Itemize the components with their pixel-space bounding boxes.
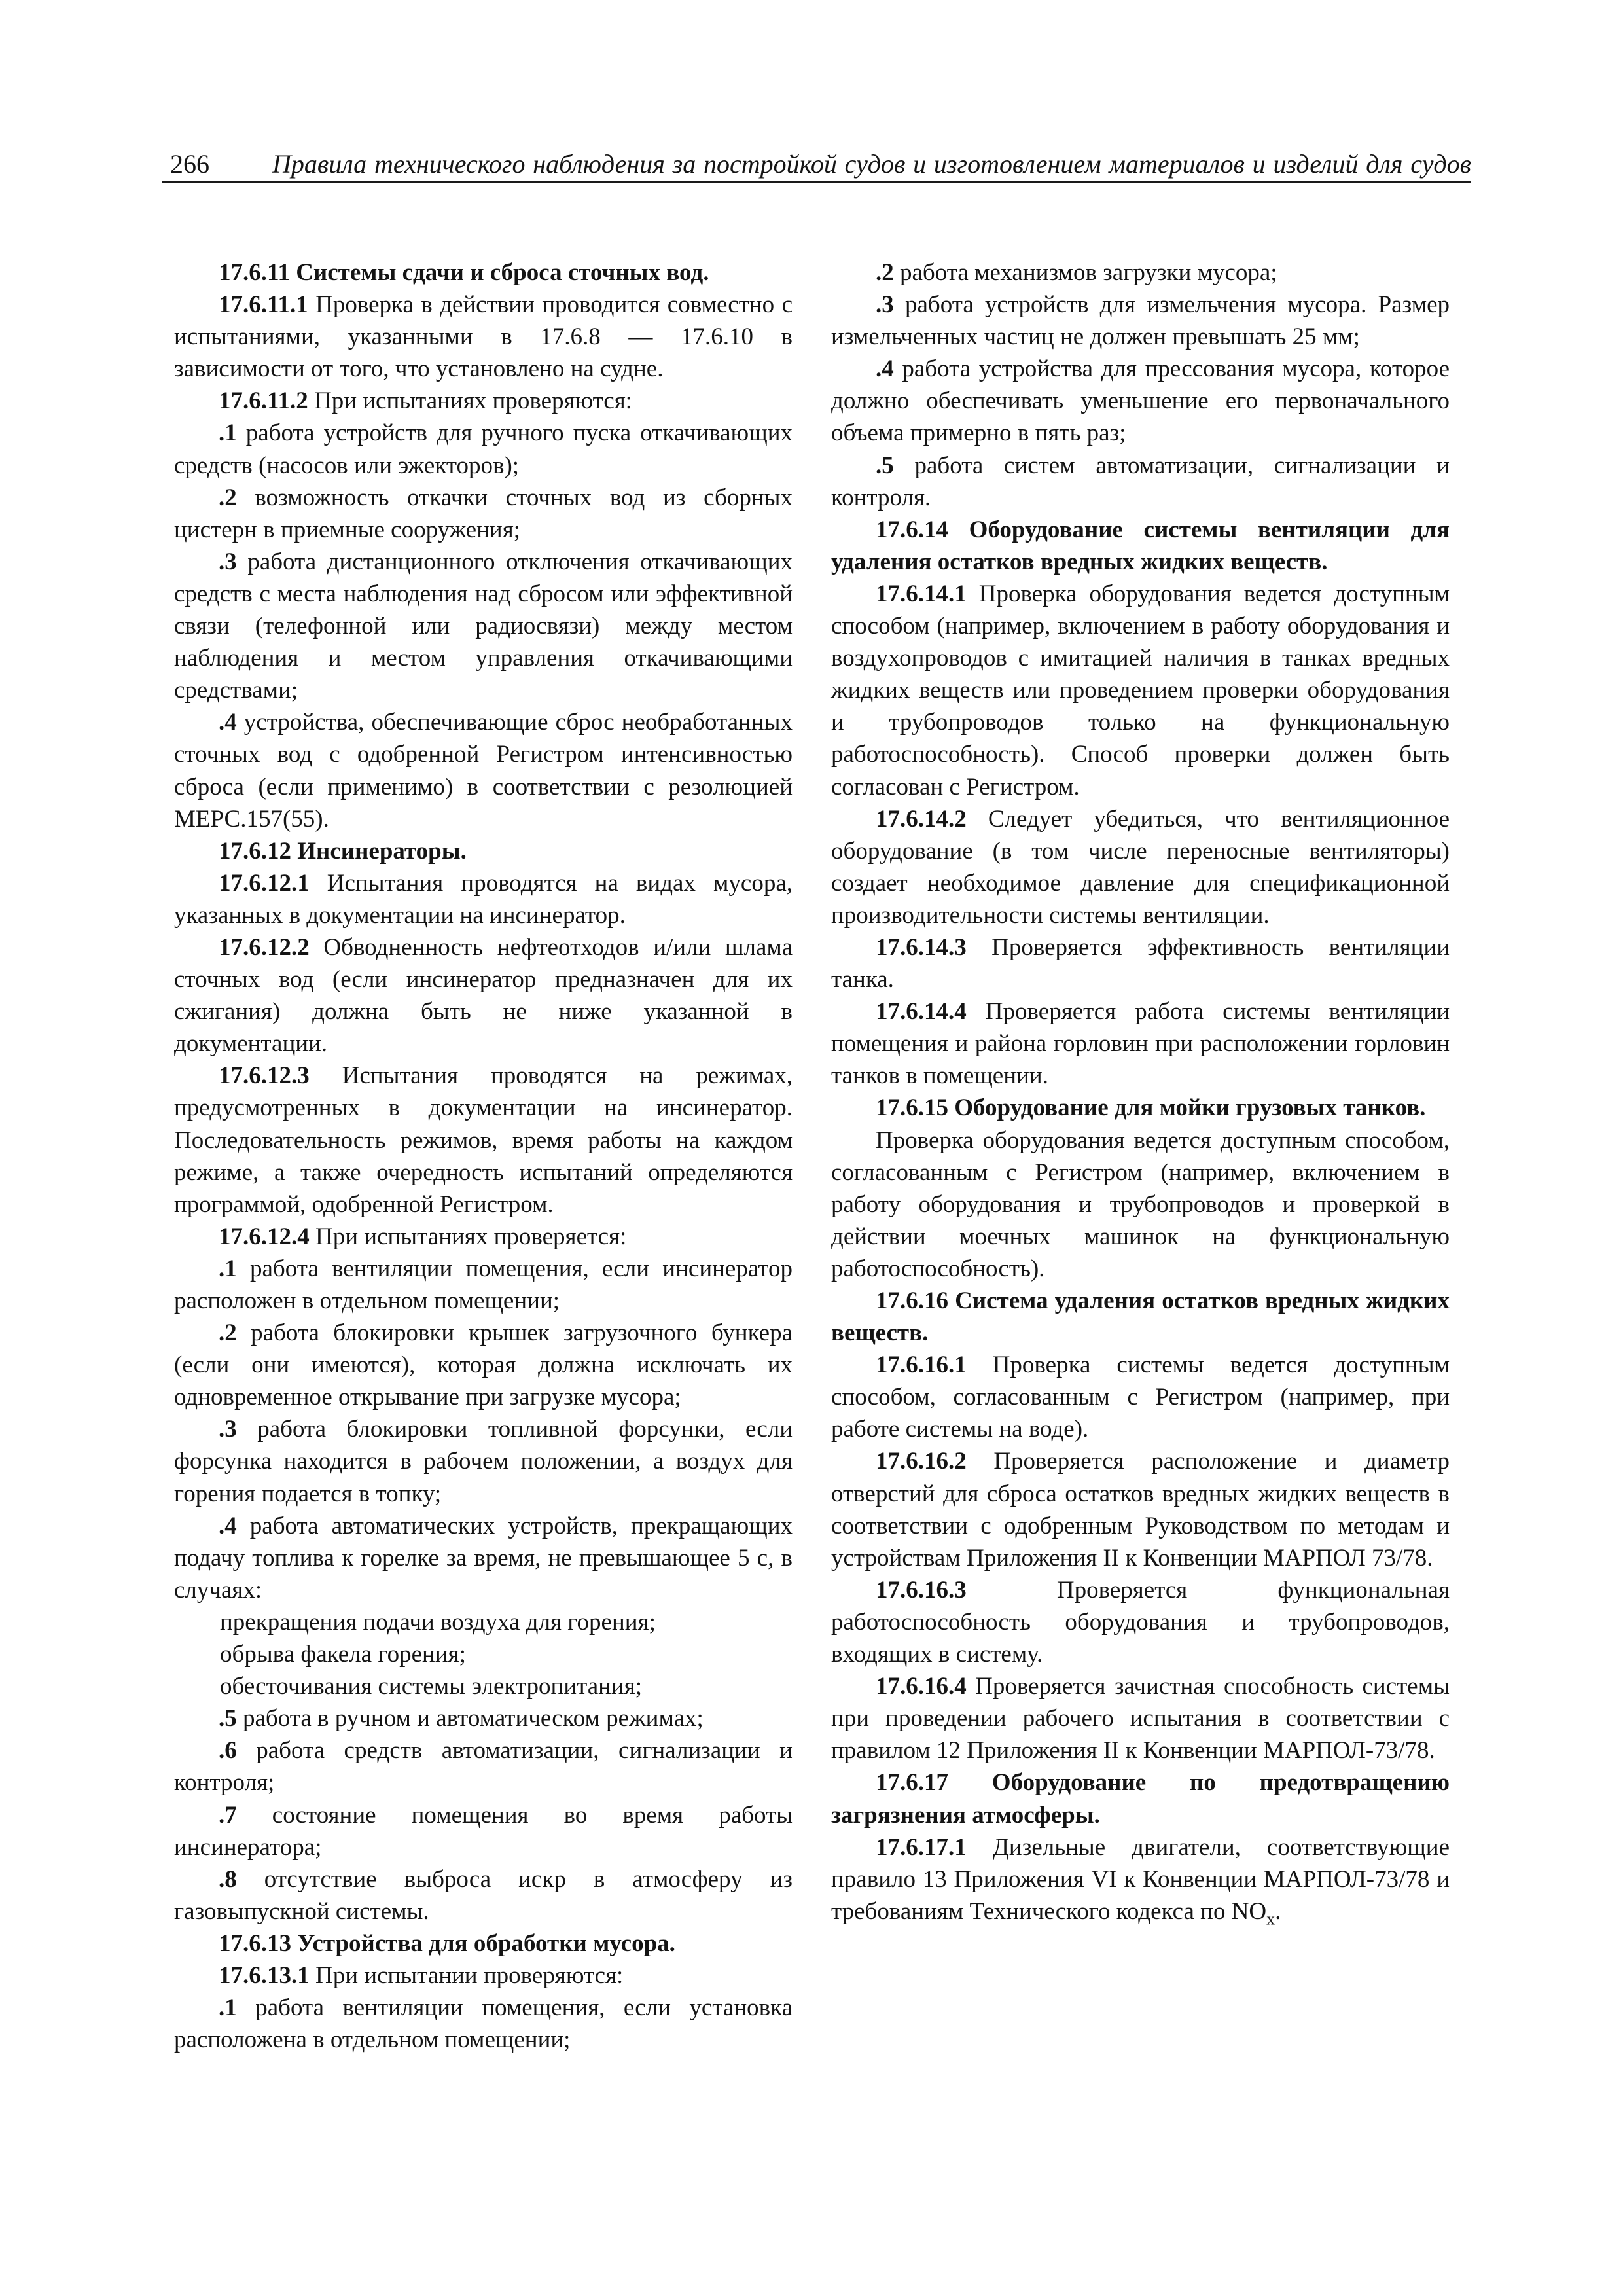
paragraph: 17.6.13.1 При испытании проверяются: <box>219 1962 624 1989</box>
paragraph: 17.6.14.4 Проверяется работа системы вентиляции помещения и района горловин при расположении горловин танков в помещении. <box>831 998 1450 1090</box>
running-header <box>162 148 1471 183</box>
list-item: .1 работа вентиляции помещения, если установка расположена в отдельном помещении; <box>174 1994 793 2054</box>
list-item: .2 работа блокировки крышек загрузочного бункера (если они имеются), которая должна исключать их одновременное открывание при загрузке мусора; <box>174 1319 793 1411</box>
paragraph: 17.6.16.3 Проверяется функциональная работоспособность оборудования и трубопроводов, входящих в систему. <box>831 1576 1450 1668</box>
paragraph: 17.6.11.1 Проверка в действии проводится совместно с испытаниями, указанными в 17.6.8 — 17.6.10 в зависимости от того, что установлено на судне. <box>174 291 793 383</box>
section-heading: 17.6.13 Устройства для обработки мусора. <box>219 1929 675 1957</box>
list-item: .4 устройства, обеспечивающие сброс необработанных сточных вод с одобренной Регистром интенсивностью сброса (если применимо) в соответствии с резолюцией МЕРС.157(55). <box>174 709 793 833</box>
section-heading: 17.6.17 Оборудование по предотвращению загрязнения атмосферы. <box>831 1769 1450 1829</box>
section-heading: 17.6.12 Инсинераторы. <box>219 837 467 865</box>
list-item: .3 работа устройств для измельчения мусора. Размер измельченных частиц не должен превышать 25 мм; <box>831 291 1450 351</box>
page-number: 266 <box>170 149 209 179</box>
list-item: .1 работа устройств для ручного пуска откачивающих средств (насосов или эжекторов); <box>174 420 793 479</box>
paragraph: 17.6.16.4 Проверяется зачистная способность системы при проведении рабочего испытания в соответствии с правилом 12 Приложения II к Конвенции МАРПОЛ-73/78. <box>831 1673 1450 1765</box>
list-item: .4 работа устройства для прессования мусора, которое должно обеспечивать уменьшение его первоначального объема примерно в пять раз; <box>831 355 1450 447</box>
sub-item: обрыва факела горения; <box>220 1641 466 1668</box>
section-heading: 17.6.14 Оборудование системы вентиляции для удаления остатков вредных жидких веществ. <box>831 516 1450 575</box>
section-heading: 17.6.15 Оборудование для мойки грузовых танков. <box>876 1094 1426 1122</box>
list-item: .2 работа механизмов загрузки мусора; <box>876 259 1277 286</box>
left-column <box>174 257 793 2056</box>
paragraph: 17.6.12.2 Обводненность нефтеотходов и/или шлама сточных вод (если инсинератор предназначен для их сжигания) должна быть не ниже указанной в документации. <box>174 933 793 1058</box>
paragraph: 17.6.16.2 Проверяется расположение и диаметр отверстий для сброса остатков вредных жидких веществ в соответствии с одобренным Руководством по методам и устройствам Приложения II к Конвенции МАРПОЛ 73/78. <box>831 1448 1450 1571</box>
paragraph: 17.6.14.1 Проверка оборудования ведется доступным способом (например, включением в работу оборудования и воздухопроводов с имитацией наличия в танках вредных жидких веществ или проведением проверки оборудования и трубопроводов только на функциональную работоспособность). Способ проверки должен быть согласован с Регистром. <box>831 580 1450 800</box>
paragraph: Проверка оборудования ведется доступным способом, согласованным с Регистром (например, включением в работу оборудования и трубопроводов и проверкой в действии моечных машинок на функциональную работоспособность). <box>831 1126 1450 1282</box>
list-item: .2 возможность откачки сточных вод из сборных цистерн в приемные сооружения; <box>174 484 793 543</box>
list-item: .5 работа в ручном и автоматическом режимах; <box>219 1705 704 1732</box>
list-item: .3 работа блокировки топливной форсунки, если форсунка находится в рабочем положении, а воздух для горения подается в топку; <box>174 1416 793 1507</box>
running-title: Правила технического наблюдения за постройкой судов и изготовлением материалов и изделий для судов <box>272 149 1471 179</box>
list-item: .3 работа дистанционного отключения откачивающих средств с места наблюдения над сбросом или эффективной связи (телефонной или радиосвязи) между местом наблюдения и местом управления откачивающими средствами; <box>174 548 793 704</box>
paragraph: 17.6.16.1 Проверка системы ведется доступным способом, согласованным с Регистром (например, при работе системы на воде). <box>831 1352 1450 1443</box>
section-heading: 17.6.16 Система удаления остатков вредных жидких веществ. <box>831 1287 1450 1347</box>
section-heading: 17.6.11 Системы сдачи и сброса сточных вод. <box>219 259 709 286</box>
paragraph: 17.6.12.4 При испытаниях проверяется: <box>219 1223 627 1250</box>
list-item: .8 отсутствие выброса искр в атмосферу из газовыпускной системы. <box>174 1865 793 1925</box>
subscript-x: x <box>1266 1909 1275 1929</box>
right-column <box>831 257 1450 1928</box>
paragraph: 17.6.12.1 Испытания проводятся на видах мусора, указанных в документации на инсинератор. <box>174 869 793 929</box>
sub-item: прекращения подачи воздуха для горения; <box>220 1608 656 1636</box>
paragraph: 17.6.12.3 Испытания проводятся на режимах, предусмотренных в документации на инсинератор. Последовательность режимов, время работы на каждом режиме, а также очередность испытаний определяются программой, одобренной Регистром. <box>174 1062 793 1218</box>
paragraph: 17.6.14.2 Следует убедиться, что вентиляционное оборудование (в том числе переносные вентиляторы) создает необходимое давление для спецификационной производительности системы вентиляции. <box>831 805 1450 929</box>
paragraph: 17.6.11.2 При испытаниях проверяются: <box>219 387 633 415</box>
list-item: .1 работа вентиляции помещения, если инсинератор расположен в отдельном помещении; <box>174 1255 793 1314</box>
list-item: .4 работа автоматических устройств, прекращающих подачу топлива к горелке за время, не превышающее 5 с, в случаях: <box>174 1512 793 1604</box>
paragraph: 17.6.14.3 Проверяется эффективность вентиляции танка. <box>831 933 1450 994</box>
list-item: .5 работа систем автоматизации, сигнализации и контроля. <box>831 452 1450 511</box>
list-item: .7 состояние помещения во время работы инсинератора; <box>174 1801 793 1861</box>
paragraph: 17.6.17.1 Дизельные двигатели, соответствующие правило 13 Приложения VI к Конвенции МАРПОЛ-73/78 и требованиям Технического кодекса по $NO_x$. <box>831 1833 1450 1929</box>
sub-item: обесточивания системы электропитания; <box>220 1673 643 1700</box>
list-item: .6 работа средств автоматизации, сигнализации и контроля; <box>174 1737 793 1797</box>
